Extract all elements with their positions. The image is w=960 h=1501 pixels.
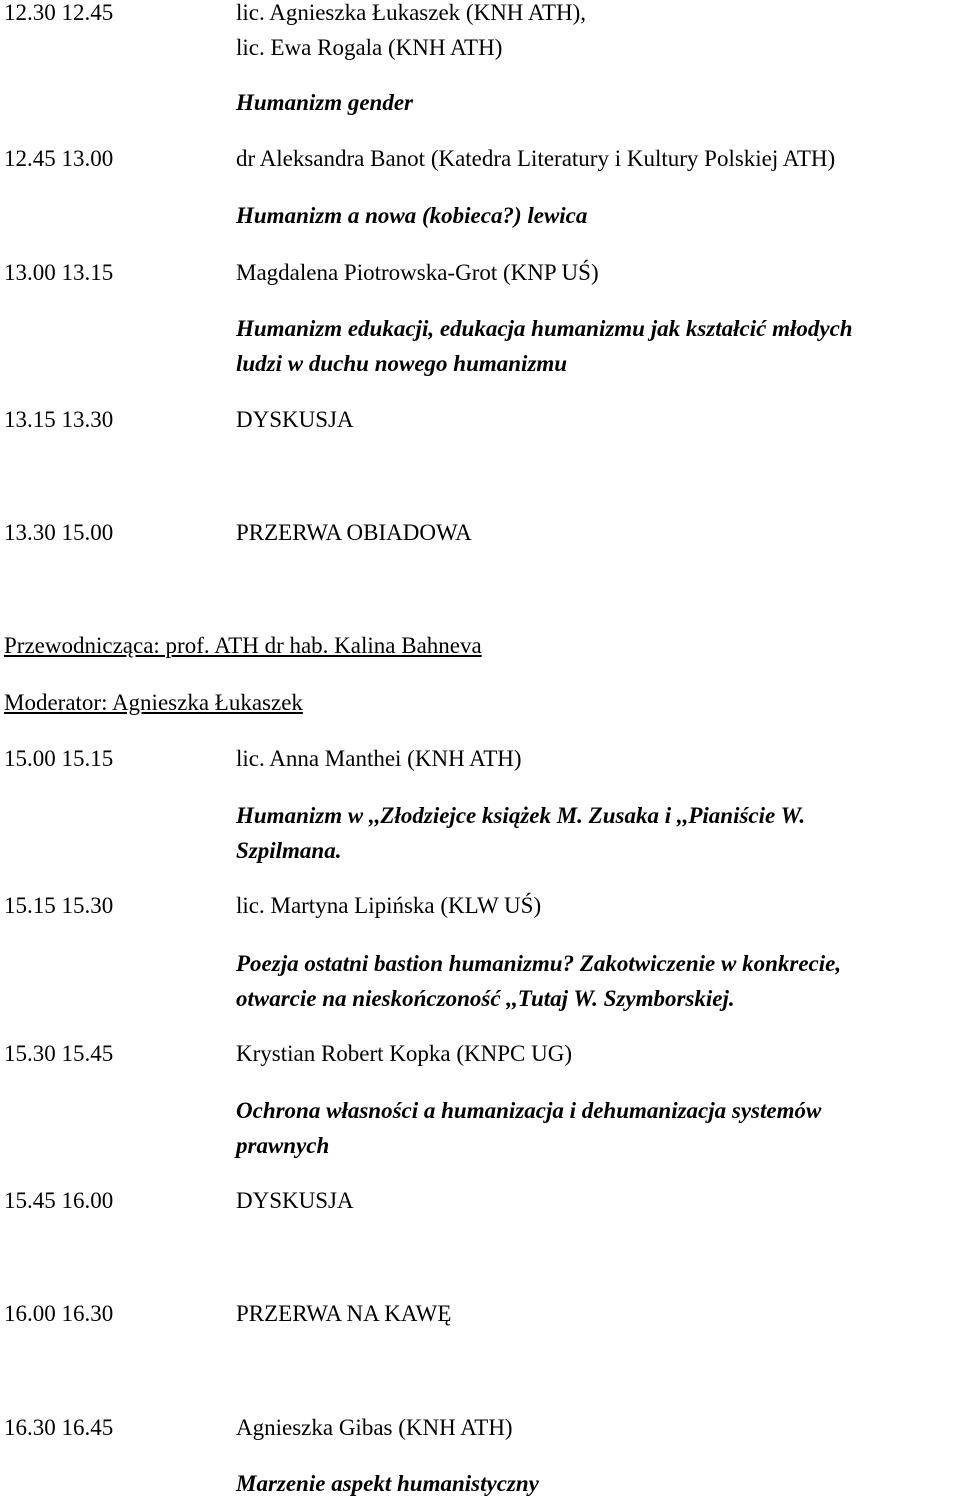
talk-title: Ochrona własności a humanizacja i dehumanizacja systemów — [236, 1098, 822, 1123]
talk-title: Szpilmana. — [236, 838, 342, 863]
talk-title: Humanizm edukacji, edukacja humanizmu jak kształcić młodych — [236, 316, 853, 341]
speaker: Magdalena Piotrowska-Grot (KNP UŚ) — [236, 260, 599, 285]
speaker: lic. Ewa Rogala (KNH ATH) — [236, 35, 503, 60]
speaker: Krystian Robert Kopka (KNPC UG) — [236, 1041, 573, 1066]
time-slot: 16.30 16.45 — [4, 1415, 114, 1440]
time-slot: 16.00 16.30 — [4, 1301, 114, 1326]
time-slot: 15.45 16.00 — [4, 1188, 114, 1213]
time-slot: 15.30 15.45 — [4, 1041, 114, 1066]
talk-title: Humanizm w ,,Złodziejce książek M. Zusaka i ,,Pianiście W. — [236, 803, 806, 828]
moderator: Moderator: Agnieszka Łukaszek — [4, 690, 303, 715]
session-label: DYSKUSJA — [236, 1188, 354, 1213]
speaker: lic. Agnieszka Łukaszek (KNH ATH), — [236, 0, 587, 25]
talk-title: prawnych — [236, 1133, 330, 1158]
session-label: DYSKUSJA — [236, 407, 354, 432]
time-slot: 15.00 15.15 — [4, 746, 114, 771]
time-slot: 13.15 13.30 — [4, 407, 114, 432]
session-label: PRZERWA NA KAWĘ — [236, 1301, 452, 1326]
speaker: Agnieszka Gibas (KNH ATH) — [236, 1415, 513, 1440]
talk-title: otwarcie na nieskończoność ,,Tutaj W. Szymborskiej. — [236, 986, 735, 1011]
time-slot: 15.15 15.30 — [4, 893, 114, 918]
session-label: PRZERWA OBIADOWA — [236, 520, 472, 545]
talk-title: Poezja ostatni bastion humanizmu? Zakotwiczenie w konkrecie, — [236, 951, 842, 976]
time-slot: 12.45 13.00 — [4, 146, 114, 171]
chairperson: Przewodnicząca: prof. ATH dr hab. Kalina Bahneva — [4, 633, 482, 658]
talk-title: ludzi w duchu nowego humanizmu — [236, 351, 568, 376]
talk-title: Humanizm gender — [236, 90, 414, 115]
speaker: lic. Martyna Lipińska (KLW UŚ) — [236, 893, 542, 918]
talk-title: Marzenie aspekt humanistyczny — [236, 1471, 539, 1496]
time-slot: 13.30 15.00 — [4, 520, 114, 545]
speaker: dr Aleksandra Banot (Katedra Literatury i Kultury Polskiej ATH) — [236, 146, 836, 171]
speaker: lic. Anna Manthei (KNH ATH) — [236, 746, 522, 771]
time-slot: 13.00 13.15 — [4, 260, 114, 285]
talk-title: Humanizm a nowa (kobieca?) lewica — [236, 203, 588, 228]
time-slot: 12.30 12.45 — [4, 0, 114, 25]
